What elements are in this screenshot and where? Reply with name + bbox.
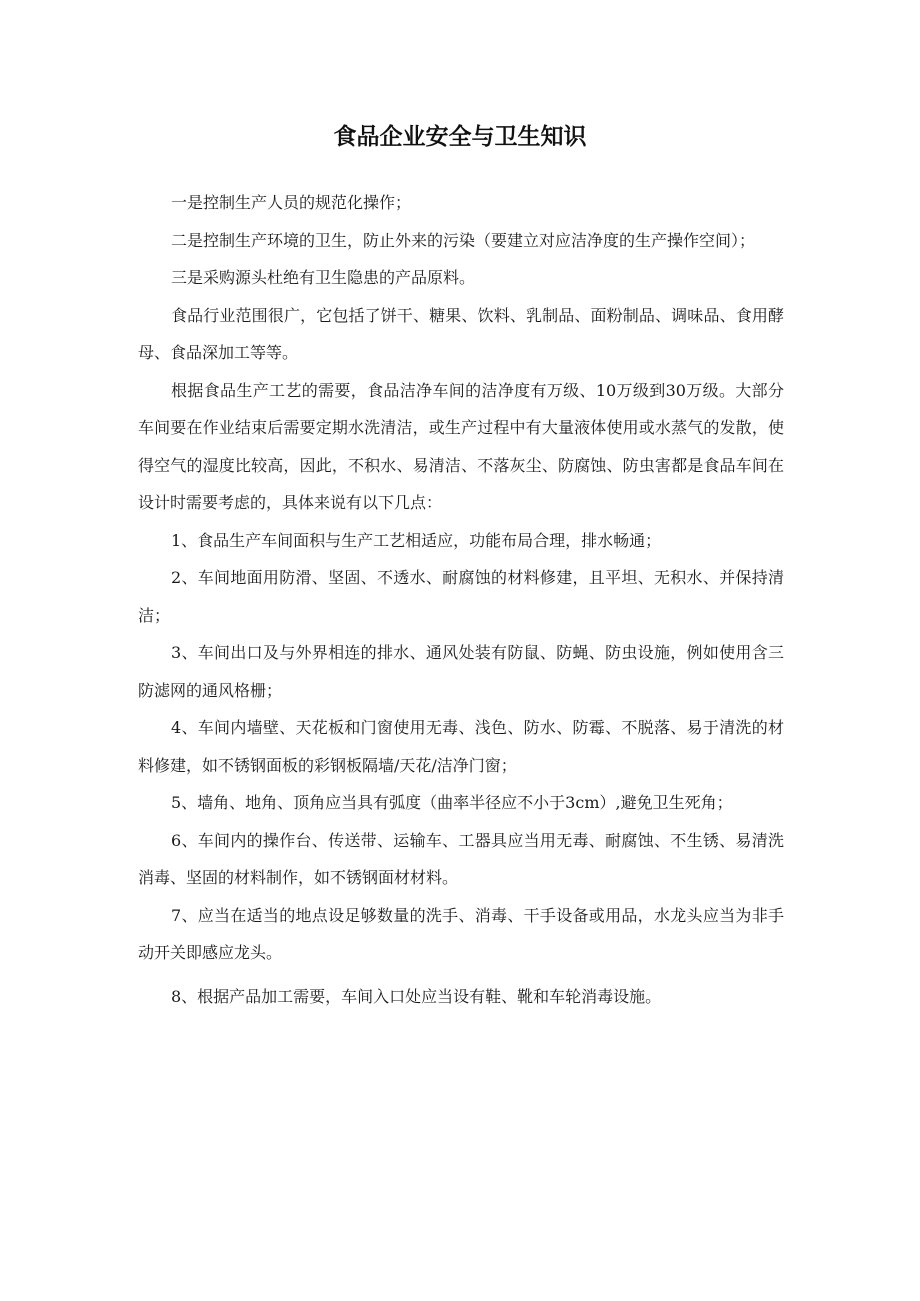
list-item-4: 4、车间内墙壁、天花板和门窗使用无毒、浅色、防水、防霉、不脱落、易于清洗的材料修建，如不锈钢面板的彩钢板隔墙/天花/洁净门窗； [138,718,784,775]
document-title: 食品企业安全与卫生知识 [333,124,587,150]
paragraph-procurement-source: 三是采购源头杜绝有卫生隐患的产品原料。 [171,268,476,287]
document-body [138,184,784,1015]
paragraph-cleanliness-requirements: 根据食品生产工艺的需要，食品洁净车间的洁净度有万级、10万级到30万级。大部分车间要在作业结束后需要定期水洗清洁，或生产过程中有大量液体使用或水蒸气的发散，使得空气的湿度比较高，因此，不积水、易清洁、不落灰尘、防腐蚀、防虫害都是食品车间在设计时需要考虑的，具体来说有以下几点： [138,380,784,512]
paragraph-industry-scope: 食品行业范围很广，它包括了饼干、糖果、饮料、乳制品、面粉制品、调味品、食用酵母、食品深加工等等。 [138,305,784,362]
list-item-6: 6、车间内的操作台、传送带、运输车、工器具应当用无毒、耐腐蚀、不生锈、易清洗消毒、坚固的材料制作，如不锈钢面材材料。 [138,830,784,887]
list-item-8: 8、根据产品加工需要，车间入口处应当设有鞋、靴和车轮消毒设施。 [171,986,662,1006]
list-item-1: 1、食品生产车间面积与生产工艺相适应，功能布局合理，排水畅通； [171,530,662,550]
paragraph-control-environment: 二是控制生产环境的卫生，防止外来的污染（要建立对应洁净度的生产操作空间）； [171,230,756,250]
list-item-2: 2、车间地面用防滑、坚固、不透水、耐腐蚀的材料修建，且平坦、无积水、并保持清洁； [138,568,784,625]
list-item-7: 7、应当在适当的地点设足够数量的洗手、消毒、干手设备或用品，水龙头应当为非手动开关即感应龙头。 [138,905,784,962]
paragraph-control-personnel: 一是控制生产人员的规范化操作； [171,193,412,212]
list-item-5: 5、墙角、地角、顶角应当具有弧度（曲率半径应不小于3cm）,避免卫生死角； [171,793,733,812]
list-item-3: 3、车间出口及与外界相连的排水、通风处装有防鼠、防蝇、防虫设施，例如使用含三防滤网的通风格栅； [138,643,784,700]
